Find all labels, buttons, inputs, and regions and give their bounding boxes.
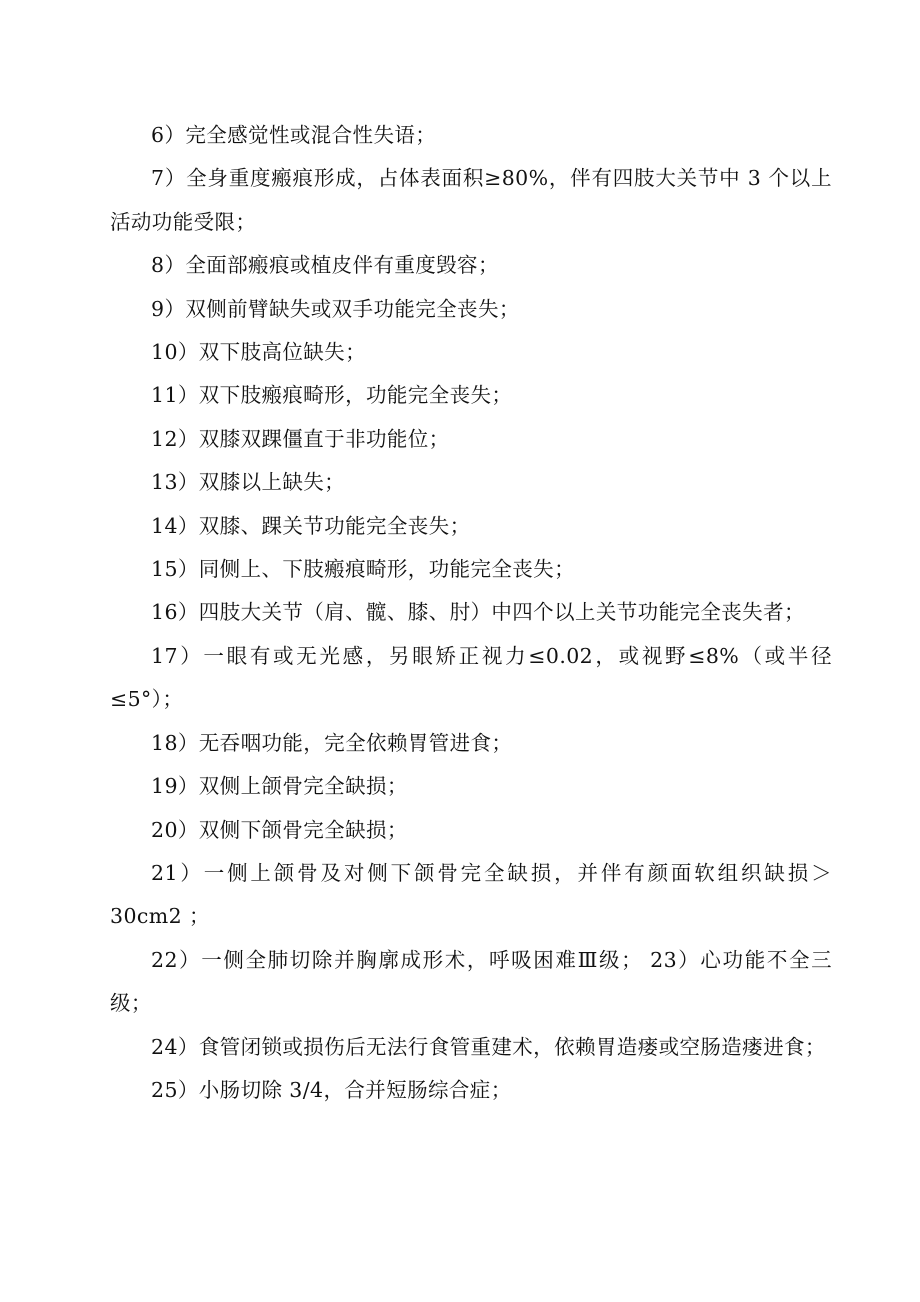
list-item: 24）食管闭锁或损伤后无法行食管重建术，依赖胃造瘘或空肠造瘘进食； [151,1034,826,1059]
list-item: 7）全身重度瘢痕形成，占体表面积≥80%，伴有四肢大关节中 3 个以上活动功能受限； [110,166,832,234]
list-item: 6）完全感觉性或混合性失语； [151,123,437,147]
list-item: 13）双膝以上缺失； [151,470,346,495]
document-body [110,114,832,1112]
list-item: 15）同侧上、下肢瘢痕畸形，功能完全丧失； [151,557,575,582]
list-item: 8）全面部瘢痕或植皮伴有重度毁容； [151,253,499,278]
list-item: 22）一侧全肺切除并胸廓成形术，呼吸困难Ⅲ级； 23）心功能不全三级； [110,947,832,1016]
list-item: 18）无吞咽功能，完全依赖胃管进食； [151,730,513,755]
list-item: 11）双下肢瘢痕畸形，功能完全丧失； [151,383,513,408]
list-item: 21）一侧上颌骨及对侧下颌骨完全缺损，并伴有颜面软组织缺损＞30cm2 ； [110,860,832,929]
list-item: 10）双下肢高位缺失； [151,340,366,365]
list-item: 16）四肢大关节（肩、髋、膝、肘）中四个以上关节功能完全丧失者； [151,600,805,625]
list-item: 9）双侧前臂缺失或双手功能完全丧失； [151,296,520,321]
list-item: 19）双侧上颌骨完全缺损； [151,774,408,799]
list-item: 25）小肠切除 3/4，合并短肠综合症； [151,1077,512,1102]
list-item: 14）双膝、踝关节功能完全丧失； [151,513,471,538]
list-item: 12）双膝双踝僵直于非功能位； [151,426,450,451]
list-item: 17）一眼有或无光感，另眼矫正视力≤0.02，或视野≤8%（或半径≤5°）； [110,643,832,712]
list-item: 20）双侧下颌骨完全缺损； [151,817,408,842]
